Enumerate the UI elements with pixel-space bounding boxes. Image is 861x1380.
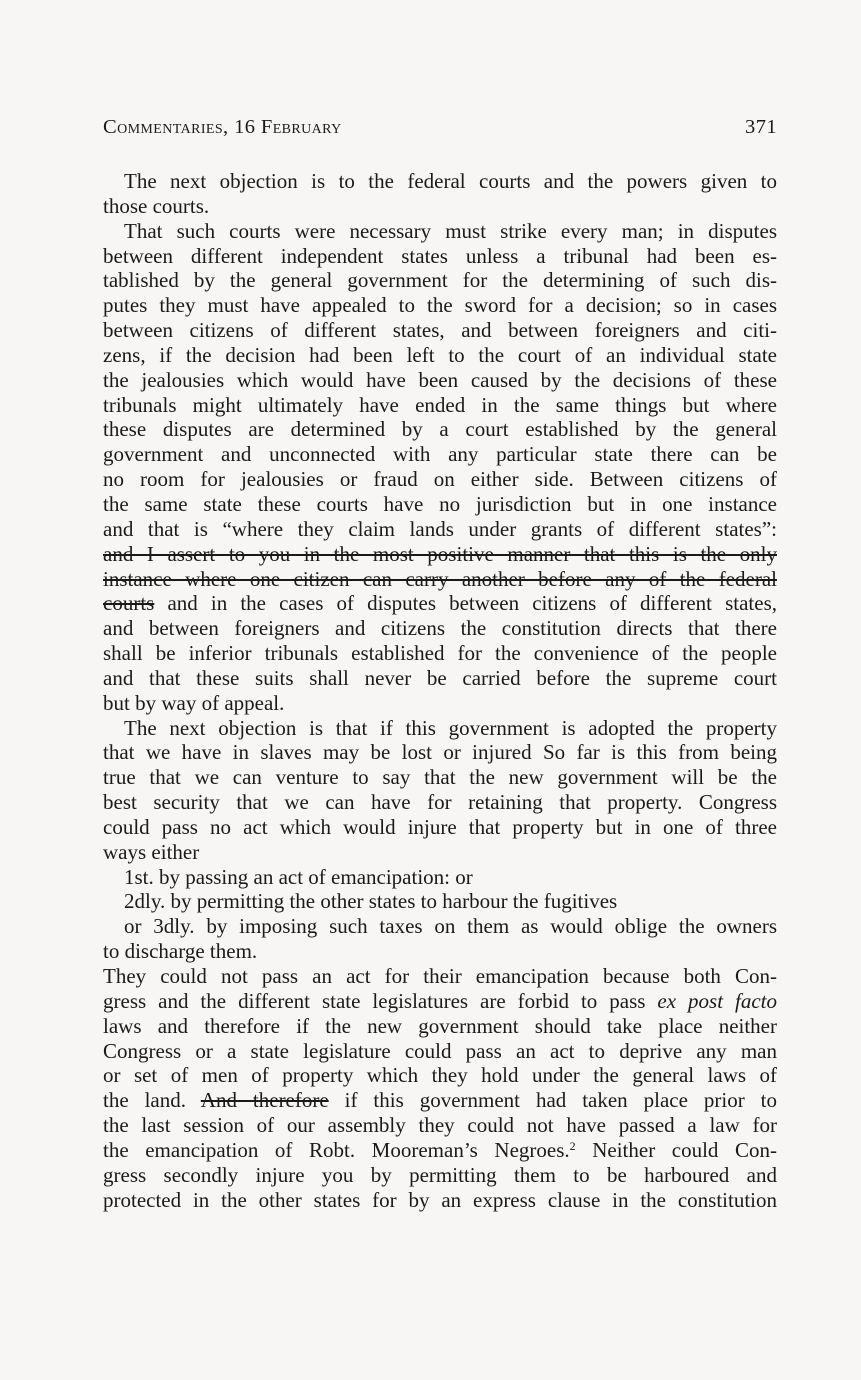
text-line: best security that we can have for retaining that property. Congress	[103, 790, 777, 815]
running-header	[103, 116, 777, 139]
text-line: They could not pass an act for their emancipation because both Con-	[103, 964, 777, 988]
text-line: and that is “where they claim lands under grants of different states”:	[103, 516, 777, 541]
page-number: 371	[745, 116, 777, 138]
footnote-marker[interactable]: 2	[569, 1138, 576, 1153]
text-line	[103, 542, 777, 567]
text-line: The next objection is to the federal courts and the powers given to	[124, 169, 777, 193]
text-run: the land.	[103, 1088, 201, 1113]
text-line: and between foreigners and citizens the constitution directs that there	[103, 616, 777, 641]
text-line: or set of men of property which they hold under the general laws of	[103, 1063, 777, 1088]
text-line	[103, 989, 777, 1014]
text-line: those courts.	[103, 193, 210, 218]
text-line: putes they must have appealed to the sword for a decision; so in cases	[103, 293, 777, 318]
struck-text: And therefore	[200, 1088, 329, 1113]
text-line	[103, 591, 777, 616]
text-line: zens, if the decision had been left to the court of an individual state	[103, 342, 777, 367]
text-line: no room for jealousies or fraud on either side. Between citizens of	[103, 467, 777, 492]
text-line: ways either	[103, 839, 200, 864]
text-run: gress and the different state legislatures are forbid to pass	[103, 988, 658, 1013]
text-line: shall be inferior tribunals established for the convenience of the people	[103, 641, 777, 666]
text-line: that we have in slaves may be lost or injured So far is this from being	[103, 740, 777, 765]
text-line: between different independent states unless a tribunal had been es-	[103, 243, 777, 268]
text-run: the emancipation of Robt. Mooreman’s Negroes.	[103, 1137, 570, 1162]
text-line: the jealousies which would have been caused by the decisions of these	[103, 367, 777, 392]
text-line: the same state these courts have no jurisdiction but in one instance	[103, 491, 777, 516]
text-line: laws and therefore if the new government should take place neither	[103, 1013, 777, 1038]
body-text	[103, 169, 777, 1212]
text-line: tribunals might ultimately have ended in the same things but where	[103, 392, 777, 417]
text-line	[103, 1088, 777, 1113]
text-line: but by way of appeal.	[103, 690, 285, 715]
text-line: protected in the other states for by an express clause in the constitution	[103, 1187, 777, 1212]
text-line	[103, 567, 777, 592]
text-line: the last session of our assembly they could not have passed a law for	[103, 1113, 777, 1138]
text-line: government and unconnected with any particular state there can be	[103, 442, 777, 467]
struck-text: instance where one citizen can carry another before any of the federal	[103, 566, 777, 591]
text-line: between citizens of different states, and between foreigners and citi-	[103, 318, 777, 343]
text-line: true that we can venture to say that the new government will be the	[103, 765, 777, 790]
list-item: or 3dly. by imposing such taxes on them as would oblige the owners	[124, 914, 777, 939]
text-run: and in the cases of disputes between citizens of different states,	[154, 591, 777, 616]
text-line: these disputes are determined by a court established by the general	[103, 417, 777, 442]
struck-text: and I assert to you in the most positive manner that this is the only	[103, 541, 777, 566]
text-line: Congress or a state legislature could pass an act to deprive any man	[103, 1038, 777, 1063]
text-line: gress secondly injure you by permitting them to be harboured and	[103, 1162, 777, 1187]
list-item: 1st. by passing an act of emancipation: or	[124, 864, 473, 889]
text-line: tablished by the general government for the determining of such dis-	[103, 268, 777, 293]
text-line: to discharge them.	[103, 939, 258, 964]
running-title: Commentaries, 16 February	[103, 116, 342, 138]
italic-text: ex post facto	[657, 988, 778, 1013]
list-item: 2dly. by permitting the other states to harbour the fugitives	[124, 889, 618, 914]
text-run: if this government had taken place prior to	[328, 1088, 777, 1113]
struck-text: courts	[103, 591, 155, 616]
text-line: The next objection is that if this government is adopted the property	[124, 715, 777, 740]
text-run: Neither could Con-	[575, 1137, 778, 1162]
text-line: That such courts were necessary must strike every man; in disputes	[124, 218, 777, 243]
text-line: and that these suits shall never be carried before the supreme court	[103, 665, 777, 690]
text-line	[103, 1138, 777, 1163]
text-line: could pass no act which would injure that property but in one of three	[103, 814, 777, 839]
